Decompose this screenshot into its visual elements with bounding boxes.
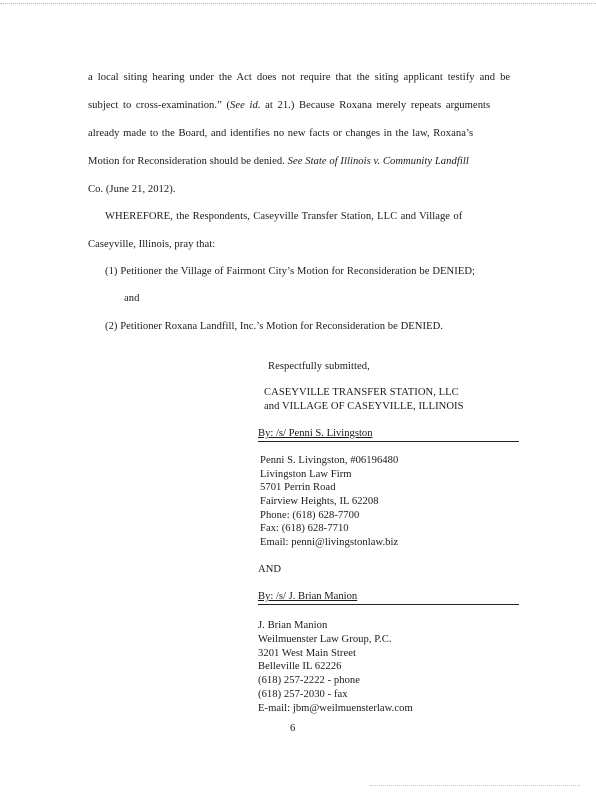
by-label-1: By: [258, 428, 276, 439]
cite-see-id: See id. [230, 100, 261, 111]
body-line-1: a local siting hearing under the Act does not require that the siting applicant testify and be [88, 72, 511, 83]
attorney-1-line-1: Penni S. Livingston, #06196480 [260, 455, 399, 466]
attorney-1-line-4: Fairview Heights, IL 62208 [260, 496, 379, 507]
signer-2: /s/ J. Brian Manion [275, 591, 358, 602]
party-name-line-1: CASEYVILLE TRANSFER STATION, LLC [264, 387, 459, 398]
and-separator: AND [258, 564, 282, 575]
body-line-2 [88, 99, 490, 112]
body-line-4-text: Motion for Reconsideration should be denied. [88, 156, 288, 167]
case-citation: See State of Illinois v. Community Landfill [287, 156, 469, 167]
cite-rest: at 21.) Because Roxana merely repeats arguments [260, 100, 491, 111]
prayer-item-2: (2) Petitioner Roxana Landfill, Inc.’s Motion for Reconsideration be DENIED. [105, 321, 444, 332]
body-line-4 [88, 155, 469, 168]
body-line-3: already made to the Board, and identifies no new facts or changes in the law, Roxana’s [88, 128, 474, 139]
attorney-1-line-5: Phone: (618) 628-7700 [260, 510, 360, 521]
attorney-1-line-3: 5701 Perrin Road [260, 482, 336, 493]
wherefore-line-2: Caseyville, Illinois, pray that: [88, 239, 216, 250]
respectfully-submitted: Respectfully submitted, [268, 361, 370, 372]
signature-line-1 [258, 427, 519, 442]
scan-edge-top [0, 3, 596, 4]
attorney-2-line-3: 3201 West Main Street [258, 648, 356, 659]
attorney-2-line-6: (618) 257-2030 - fax [258, 689, 348, 700]
prayer-item-1: (1) Petitioner the Village of Fairmont City’s Motion for Reconsideration be DENIED; [105, 266, 476, 277]
attorney-2-line-7: E-mail: jbm@weilmuensterlaw.com [258, 703, 413, 714]
scan-edge-bottom [370, 785, 580, 786]
body-line-2-text: subject to cross-examination.” ( [88, 100, 231, 111]
attorney-2-line-4: Belleville IL 62226 [258, 661, 342, 672]
prayer-and: and [124, 293, 140, 304]
by-label-2: By: [258, 591, 276, 602]
signature-line-2 [258, 590, 519, 605]
page-number: 6 [290, 723, 296, 734]
attorney-1-line-6: Fax: (618) 628-7710 [260, 523, 349, 534]
attorney-2-line-1: J. Brian Manion [258, 620, 328, 631]
attorney-1-line-7: Email: penni@livingstonlaw.biz [260, 537, 399, 548]
wherefore-line-1: WHEREFORE, the Respondents, Caseyville Transfer Station, LLC and Village of [105, 211, 463, 222]
signer-1: /s/ Penni S. Livingston [275, 428, 373, 439]
attorney-1-line-2: Livingston Law Firm [260, 469, 352, 480]
body-line-5: Co. (June 21, 2012). [88, 184, 176, 195]
attorney-2-line-2: Weilmuenster Law Group, P.C. [258, 634, 392, 645]
party-name-line-2: and VILLAGE OF CASEYVILLE, ILLINOIS [264, 401, 464, 412]
attorney-2-line-5: (618) 257-2222 - phone [258, 675, 361, 686]
